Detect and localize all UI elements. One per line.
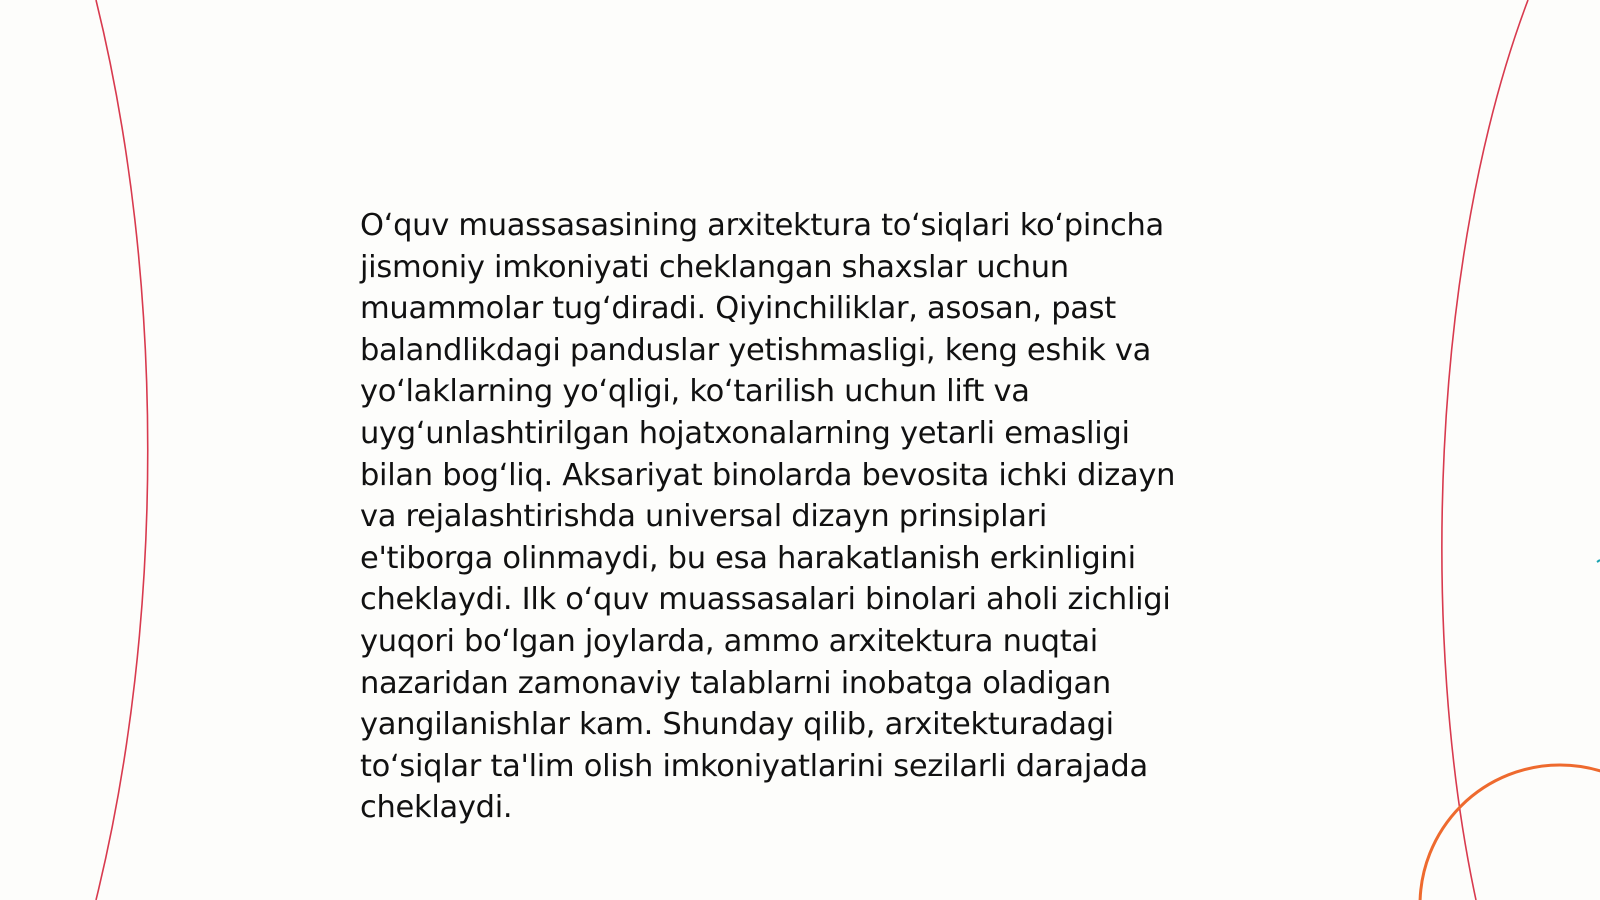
orange-circle-outline [1420, 765, 1600, 900]
right-curve-line [1442, 0, 1528, 900]
slide-body-text: O‘quv muassasasining arxitektura to‘siqlari ko‘pincha jismoniy imkoniyati cheklangan shaxslar uchun muammolar tug‘diradi. Qiyinchiliklar, asosan, past balandlikdagi panduslar yetishmasligi, keng eshik va yo‘laklarning yo‘qligi, ko‘tarilish uchun lift va uyg‘unlashtirilgan hojatxonalarning yetarli emasligi bilan bog‘liq. Aksariyat binolarda bevosita ichki dizayn va rejalashtirishda universal dizayn prinsiplari e'tiborga olinmaydi, bu esa harakatlanish erkinligini cheklaydi. Ilk o‘quv muassasalari binolari aholi zichligi yuqori bo‘lgan joylarda, ammo arxitektura nuqtai nazaridan zamonaviy talablarni inobatga oladigan yangilanishlar kam. Shunday qilib, arxitekturadagi to‘siqlar ta'lim olish imkoniyatlarini sezilarli darajada cheklaydi. [360, 208, 1176, 826]
left-curve-line [96, 0, 148, 900]
